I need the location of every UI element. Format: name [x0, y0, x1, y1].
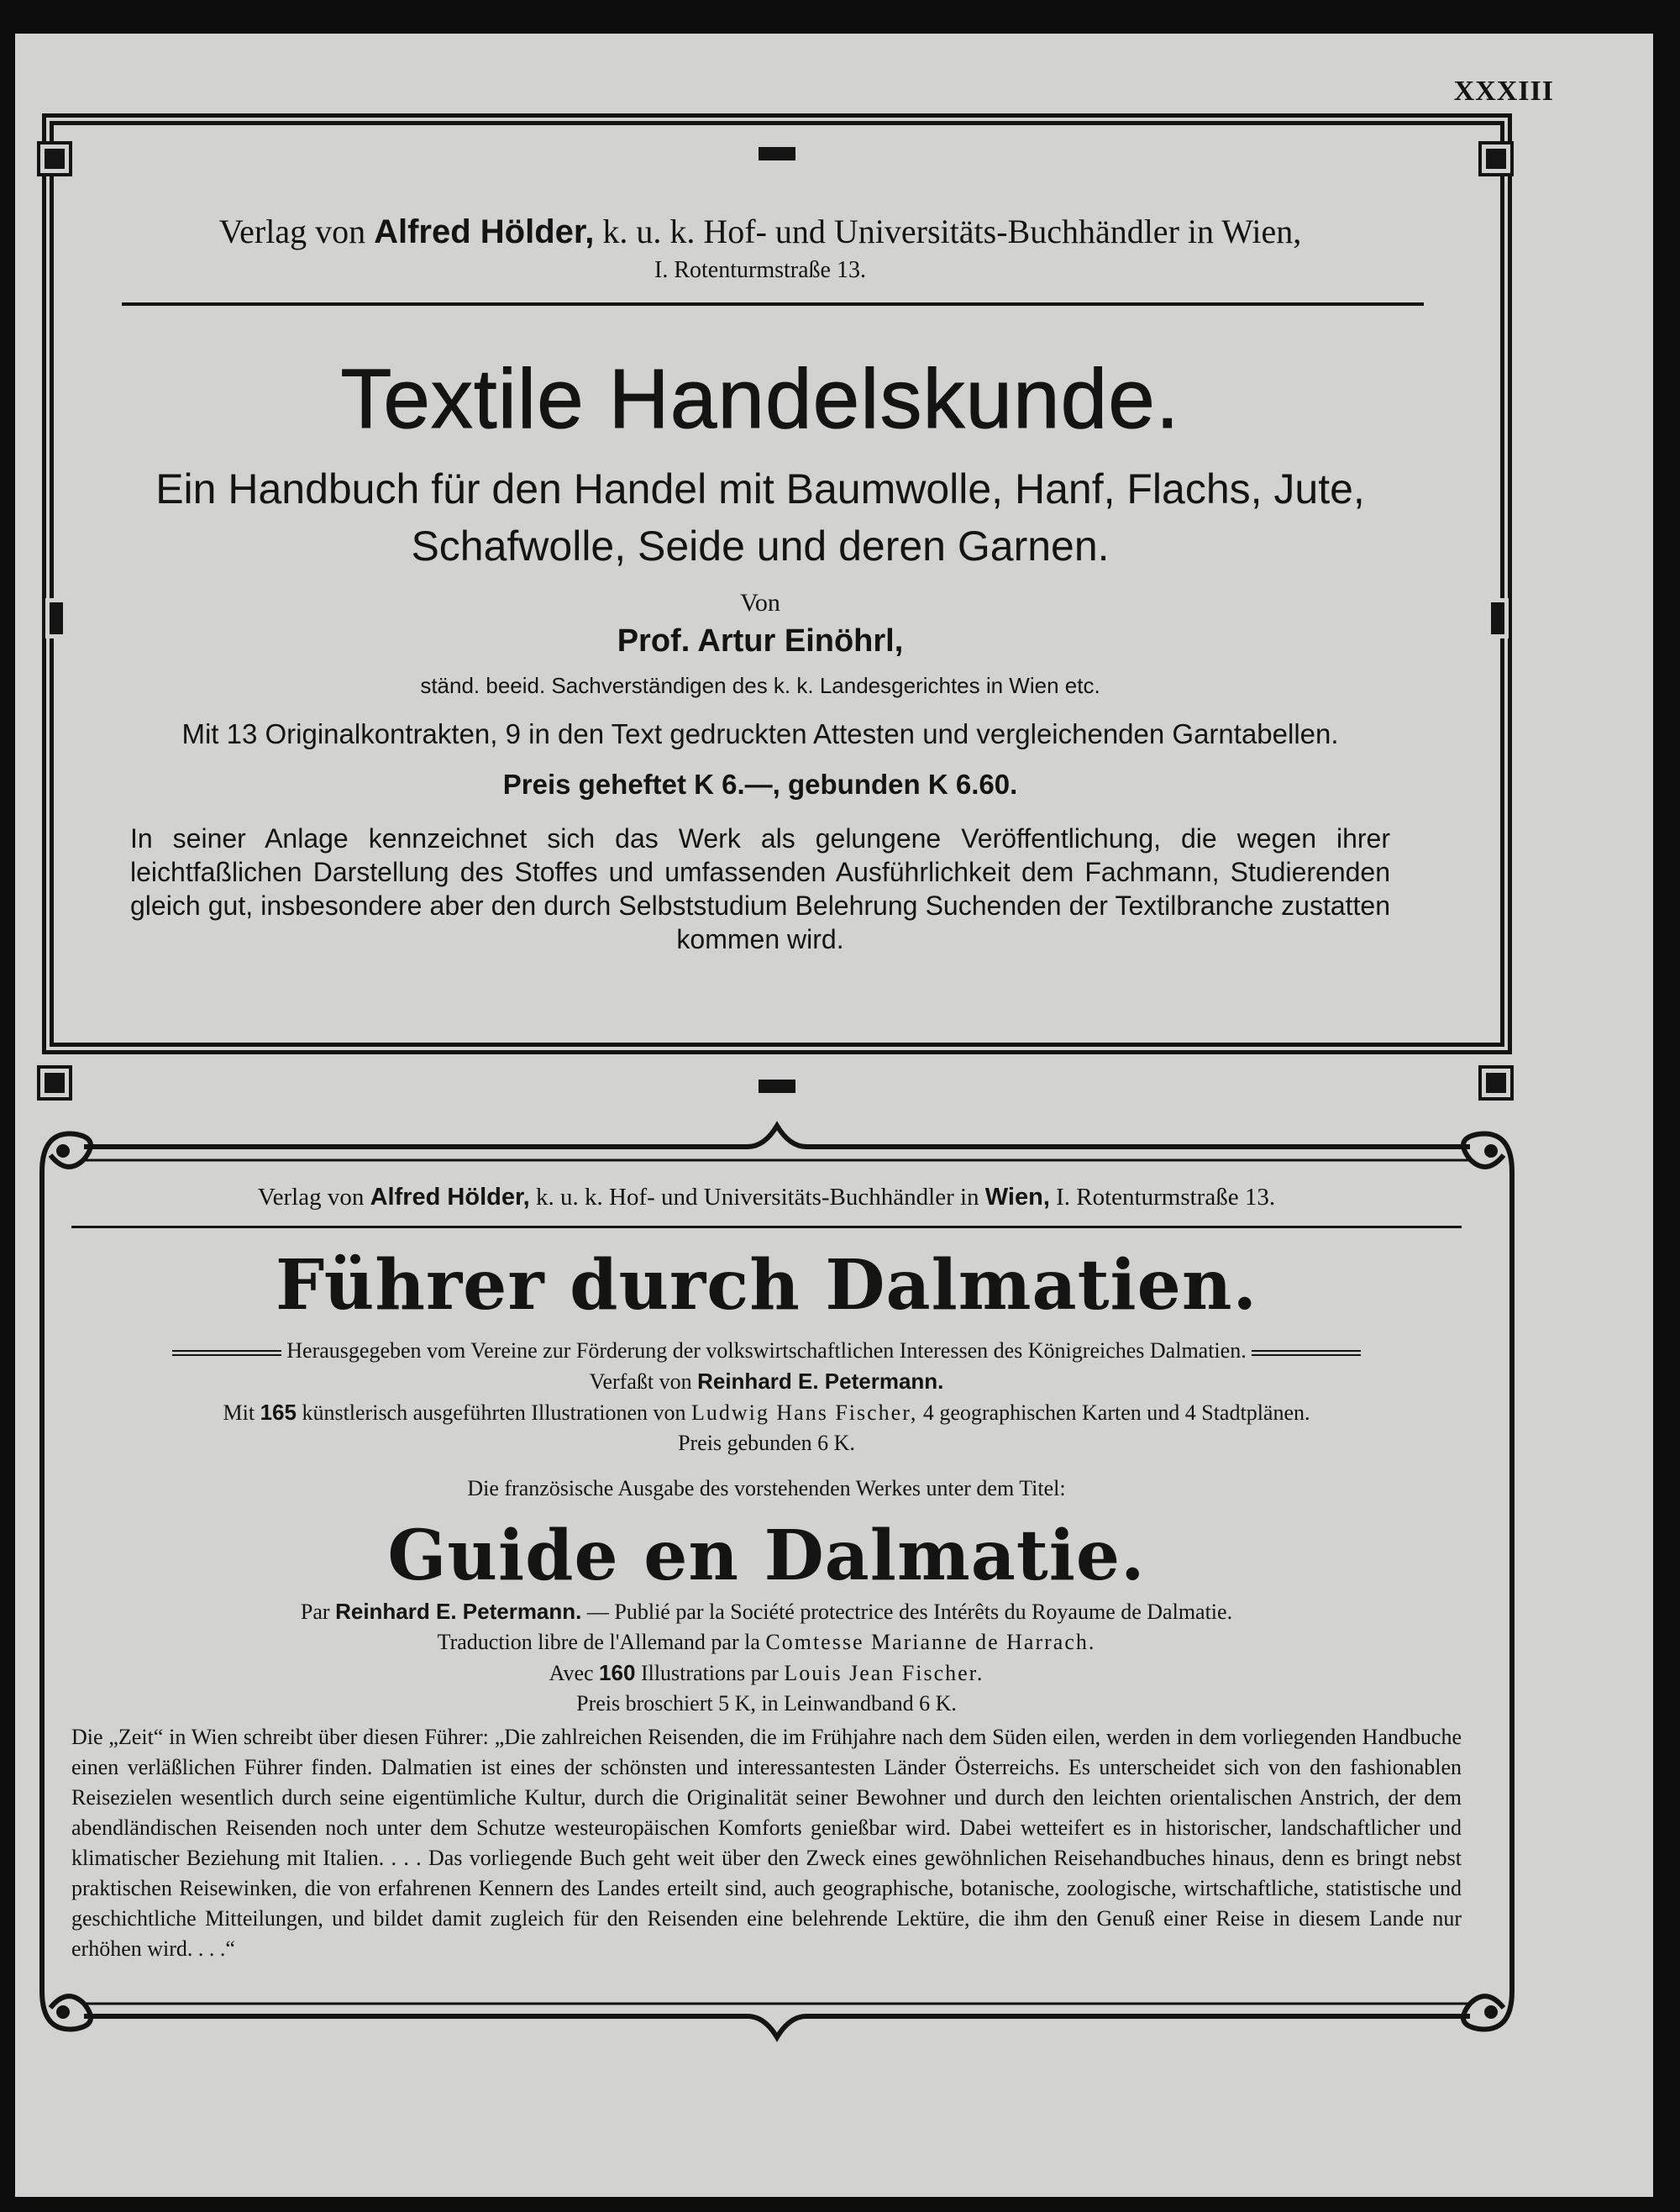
french-translation-line: [71, 1627, 1462, 1658]
publisher-line: [71, 1180, 1462, 1214]
fr-illus-prefix: Avec: [549, 1661, 594, 1685]
dash-ornament: [172, 1350, 281, 1356]
publisher-prefix: Verlag von: [218, 213, 366, 250]
fr-translation-prefix: Traduction libre de l'Allemand par la: [437, 1630, 760, 1654]
editor-line: [71, 1336, 1462, 1366]
author-role: ständ. beeid. Sachverständigen des k. k. Landesgerichtes in Wien etc.: [420, 673, 1100, 698]
illustrations-line: [71, 1397, 1462, 1428]
french-intro: Die französische Ausgabe des vorstehenden Werkes unter dem Titel:: [467, 1476, 1066, 1500]
illus-mid: künstlerisch ausgeführten Illustrationen von: [302, 1400, 686, 1425]
fr-author: Reinhard E. Petermann.: [335, 1599, 582, 1624]
illus-count: 165: [260, 1400, 297, 1425]
publisher-address: I. Rotenturmstraße 13.: [1056, 1184, 1276, 1211]
book-contents: Mit 13 Originalkontrakten, 9 in den Text gedruckten Attesten und vergleichenden Garntabellen.: [181, 718, 1339, 749]
divider-rule: [71, 1226, 1462, 1228]
author-line: [71, 1366, 1462, 1397]
french-author-line: [71, 1596, 1462, 1627]
book-price: Preis gebunden 6 K.: [678, 1431, 855, 1455]
author-prefix: Verfaßt von: [589, 1369, 692, 1394]
editor-text: Herausgegeben vom Vereine zur Förderung der volkswirtschaftlichen Interessen des Königreiches Dalmatien.: [286, 1338, 1247, 1363]
illustrator-name: Ludwig Hans Fischer,: [691, 1400, 918, 1425]
book-title: Führer durch Dalmatien.: [275, 1245, 1258, 1326]
fr-publie: — Publié par la Société protectrice des Intérêts du Royaume de Dalmatie.: [586, 1600, 1233, 1624]
french-title: Guide en Dalmatie.: [387, 1516, 1146, 1596]
author-name: Reinhard E. Petermann.: [697, 1369, 944, 1394]
french-illustrations-line: [71, 1658, 1462, 1689]
dash-ornament: [1252, 1350, 1361, 1356]
book-description: In seiner Anlage kennzeichnet sich das Werk als gelungene Veröffentlichung, die wegen ihrer leichtfaßlichen Darstellung des Stoffes und umfassenden Ausführlichkeit dem Fachmann, Studierenden gleich gut, insbesondere aber den durch Selbststudium Belehrung Suchenden der Textilbranche zustatten kommen wird.: [130, 823, 1390, 954]
french-price: Preis broschiert 5 K, in Leinwandband 6 K.: [576, 1691, 957, 1715]
publisher-prefix: Verlag von: [257, 1184, 365, 1211]
publisher-city: Wien,: [984, 1184, 1050, 1211]
publisher-line: [130, 210, 1390, 254]
von-label: Von: [740, 589, 780, 617]
publisher-mid: k. u. k. Hof- und Universitäts-Buchhändler in: [536, 1184, 979, 1211]
press-review: Die „Zeit“ in Wien schreibt über diesen Führer: „Die zahlreichen Reisenden, die im Frühjahre nach dem Süden eilen, werden in dem vorliegenden Handbuche einen verläßlichen Führer finden. Dalmatien ist eines der schönsten und interessantesten Länder Österreichs. Es unterscheidet sich von den fashionablen Reisezielen wesentlich durch seine eigentümliche Kultur, durch die Originalität seiner Bewohner und durch den leichten orientalischen Anstrich, der dem abendländischen Reisenden noch unter dem Schutze westeuropäischen Komforts genießbar wird. Dabei wetteifert es in historischer, landschaftlicher und klimatischer Beziehung mit Italien. . . . Das vorliegende Buch geht weit über den Zweck eines gewöhnlichen Reisehandbuches hinaus, denn es bringt nebst praktischen Reisewinken, die von erfahrenen Kennern des Landes erteilt sind, auch geographische, botanische, zoologische, wirtschaftliche, statistische und geschichtliche Mitteilungen, und bildet damit zugleich für den Reisenden eine belehrende Lektüre, die ihm den Genuß einer Reise in diesem Lande nur erhöhen wird. . . .“: [71, 1725, 1462, 1961]
ad-textile-content: [42, 113, 1512, 1054]
divider-rule: [122, 302, 1424, 306]
illus-prefix: Mit: [223, 1400, 255, 1425]
publisher-address: I. Rotenturmstraße 13.: [654, 257, 866, 283]
publisher-suffix: k. u. k. Hof- und Universitäts-Buchhändler in Wien,: [602, 213, 1302, 250]
subtitle-line-2: Schafwolle, Seide und deren Garnen.: [411, 523, 1110, 570]
publisher-name: Alfred Hölder,: [370, 1184, 530, 1211]
illus-suffix: 4 geographischen Karten und 4 Stadtplänen.: [922, 1400, 1310, 1425]
ad-dalmatien-content: [71, 1180, 1462, 1964]
subtitle-line-1: Ein Handbuch für den Handel mit Baumwolle, Hanf, Flachs, Jute,: [155, 465, 1365, 512]
frame-corner-ornament: [1478, 1065, 1514, 1101]
frame-bottom-ornament: [754, 1075, 800, 1097]
book-subtitle: [130, 460, 1390, 575]
fr-illus-count: 160: [599, 1660, 636, 1685]
fr-illustrator: Louis Jean Fischer.: [784, 1661, 984, 1685]
frame-corner-ornament: [37, 1065, 72, 1101]
fr-par: Par: [300, 1600, 330, 1624]
fr-translator: Comtesse Marianne de Harrach.: [765, 1630, 1096, 1654]
page-number: XXXIII: [1453, 76, 1554, 107]
author-name: Prof. Artur Einöhrl,: [617, 623, 904, 659]
publisher-name: Alfred Hölder,: [374, 213, 595, 250]
fr-illus-mid: Illustrations par: [640, 1661, 779, 1685]
book-price: Preis geheftet K 6.—, gebunden K 6.60.: [502, 769, 1018, 800]
book-title: Textile Handelskunde.: [340, 352, 1180, 446]
